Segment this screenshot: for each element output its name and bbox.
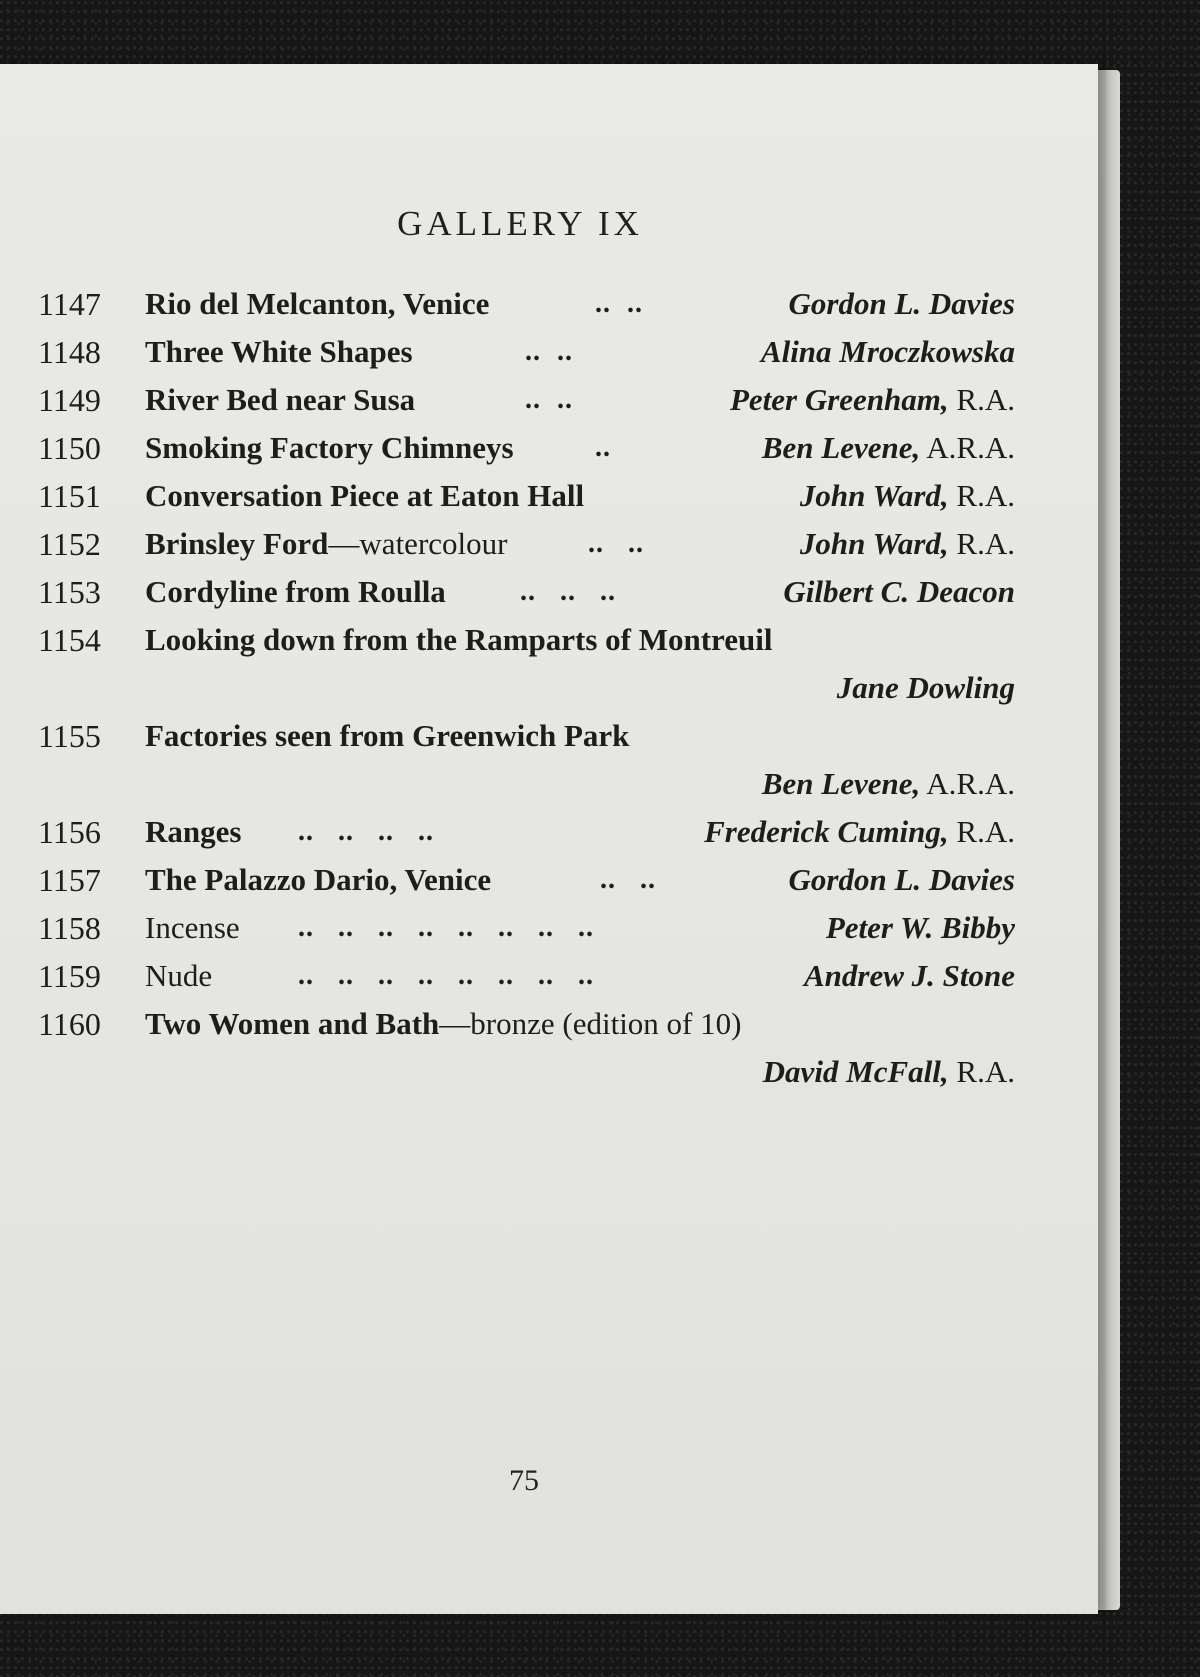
catalogue-number: 1148: [38, 334, 101, 370]
artist-name: Peter Greenham,: [729, 382, 949, 417]
artist-credit: [800, 473, 1015, 519]
artist-honour: R.A.: [956, 382, 1015, 417]
artist-name: Gilbert C. Deacon: [783, 574, 1015, 609]
artist-name: Ben Levene,: [761, 766, 921, 801]
artist-credit: [837, 665, 1015, 711]
artwork-title: The Palazzo Dario, Venice: [145, 862, 492, 897]
artist-credit: [789, 281, 1015, 327]
leader-dots: .. ..: [588, 528, 644, 559]
leader-dots: .. ..: [525, 336, 573, 367]
artist-credit: [704, 809, 1015, 855]
catalogue-number: 1147: [38, 286, 101, 322]
artist-honour: R.A.: [956, 814, 1015, 849]
artist-name: Ben Levene,: [761, 430, 921, 465]
title-medium: —bronze (edition of 10): [439, 1006, 742, 1041]
artwork-title: [145, 521, 507, 567]
artist-name: Jane Dowling: [836, 670, 1015, 705]
entry-1154-credit: [30, 665, 1015, 711]
artist-name: Gordon L. Davies: [788, 286, 1015, 321]
entry-1153: [30, 569, 1015, 615]
artwork-title: River Bed near Susa: [145, 382, 416, 417]
catalogue-number: 1155: [38, 718, 101, 754]
leader-dots: .. ..: [600, 864, 656, 895]
leader-dots: .. ..: [595, 288, 643, 319]
artwork-title: Looking down from the Ramparts of Montreuil: [145, 622, 773, 657]
artist-honour: R.A.: [956, 478, 1015, 513]
artwork-title: Cordyline from Roulla: [145, 574, 446, 609]
catalogue-number: 1149: [38, 382, 101, 418]
artist-credit: [763, 1049, 1015, 1095]
artist-credit: [730, 377, 1015, 423]
artist-credit: [789, 857, 1015, 903]
artist-credit: [800, 521, 1015, 567]
entry-1155-credit: [30, 761, 1015, 807]
title-main: Two Women and Bath: [145, 1006, 440, 1041]
artist-honour: R.A.: [956, 1054, 1015, 1089]
title-main: Brinsley Ford: [145, 526, 329, 561]
artwork-title: Three White Shapes: [145, 334, 413, 369]
entry-1148: [30, 329, 1015, 375]
artwork-title: Smoking Factory Chimneys: [145, 430, 514, 465]
artist-name: Peter W. Bibby: [825, 910, 1015, 945]
catalogue-number: 1151: [38, 478, 101, 514]
entry-1149: [30, 377, 1015, 423]
artwork-title: Nude: [145, 958, 213, 993]
artist-credit: [761, 329, 1015, 375]
entry-1151: [30, 473, 1015, 519]
catalogue-number: 1158: [38, 910, 101, 946]
artist-credit: [826, 905, 1015, 951]
entry-1160: [30, 1001, 1015, 1047]
artist-credit: [783, 569, 1015, 615]
artwork-title: Ranges: [145, 814, 242, 849]
catalogue-number: 1153: [38, 574, 101, 610]
leader-dots: .. .. .. .. .. .. .. ..: [298, 912, 594, 943]
catalogue-number: 1159: [38, 958, 101, 994]
artist-credit: [804, 953, 1015, 999]
page-number: 75: [509, 1464, 539, 1497]
entry-list: [0, 64, 1098, 1264]
artist-name: Frederick Cuming,: [704, 814, 949, 849]
artist-name: Andrew J. Stone: [803, 958, 1015, 993]
leader-dots: .. ..: [525, 384, 573, 415]
catalogue-number: 1150: [38, 430, 101, 466]
artwork-title: [145, 1001, 741, 1047]
entry-1147: [30, 281, 1015, 327]
artist-honour: A.R.A.: [926, 430, 1015, 465]
artist-name: David McFall,: [762, 1054, 949, 1089]
leader-dots: .. .. ..: [520, 576, 616, 607]
catalogue-number: 1160: [38, 1006, 101, 1042]
entry-1150: [30, 425, 1015, 471]
artist-name: Gordon L. Davies: [788, 862, 1015, 897]
entry-1159: [30, 953, 1015, 999]
leader-dots: .. .. .. .. .. .. .. ..: [298, 960, 594, 991]
artist-name: Alina Mroczkowska: [760, 334, 1015, 369]
catalogue-number: 1157: [38, 862, 101, 898]
title-medium: —watercolour: [328, 526, 508, 561]
catalogue-page: [0, 64, 1098, 1614]
artwork-title: Incense: [145, 910, 240, 945]
leader-dots: ..: [595, 432, 611, 463]
entry-1155: [30, 713, 1015, 759]
entry-1156: [30, 809, 1015, 855]
gallery-heading: GALLERY IX: [397, 204, 643, 243]
artist-credit: [762, 761, 1015, 807]
entry-1152: [30, 521, 1015, 567]
artist-honour: R.A.: [956, 526, 1015, 561]
entry-1158: [30, 905, 1015, 951]
entry-1154: [30, 617, 1015, 663]
entry-1160-credit: [30, 1049, 1015, 1095]
artwork-title: Rio del Melcanton, Venice: [145, 286, 490, 321]
artist-name: John Ward,: [799, 478, 949, 513]
artist-credit: [762, 425, 1015, 471]
artwork-title: Factories seen from Greenwich Park: [145, 718, 630, 753]
artwork-title: Conversation Piece at Eaton Hall: [145, 478, 585, 513]
entry-1157: [30, 857, 1015, 903]
artist-name: John Ward,: [799, 526, 949, 561]
catalogue-number: 1154: [38, 622, 101, 658]
catalogue-number: 1156: [38, 814, 101, 850]
artist-honour: A.R.A.: [926, 766, 1015, 801]
leader-dots: .. .. .. ..: [298, 816, 434, 847]
catalogue-number: 1152: [38, 526, 101, 562]
